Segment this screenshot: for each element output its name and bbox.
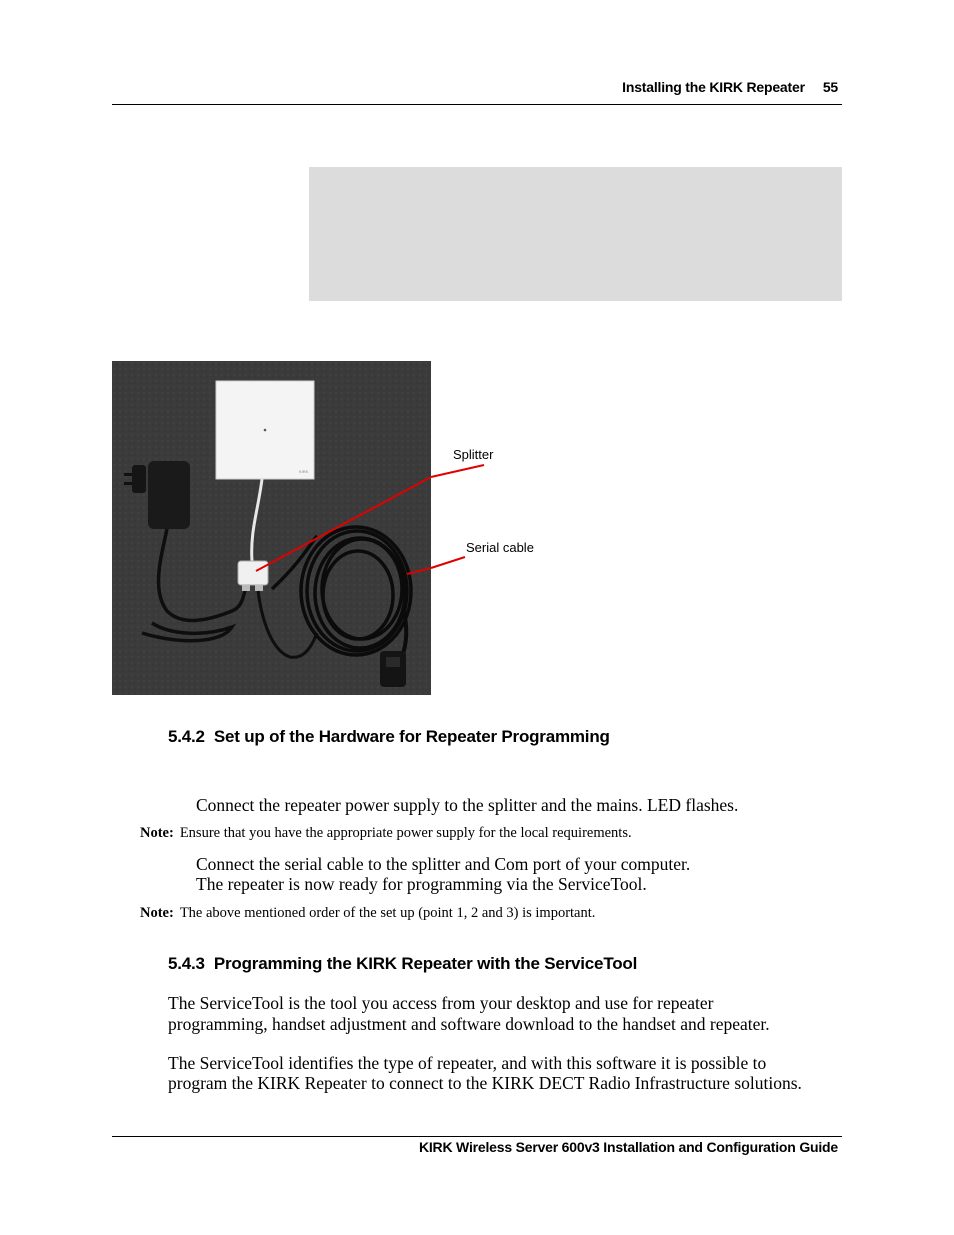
hardware-illustration [112,361,431,695]
para-2-line-2: program the KIRK Repeater to connect to the KIRK DECT Radio Infrastructure solutions. [168,1073,802,1093]
repeater-unit [216,381,314,479]
para-1-line-2: programming, handset adjustment and software download to the handset and repeater. [168,1014,770,1034]
note-text: Ensure that you have the appropriate power supply for the local requirements. [179,825,632,841]
hardware-photo [112,361,431,695]
callout-serial-cable: Serial cable [466,540,534,555]
step-2-line-2: The repeater is now ready for programming via the ServiceTool. [196,874,647,894]
header-rule [112,104,842,105]
footer-doc-title: KIRK Wireless Server 600v3 Installation and Configuration Guide [418,1139,838,1155]
header-page-number: 55 [822,79,838,95]
header-section-title: Installing the KIRK Repeater [622,79,805,95]
note-text: The above mentioned order of the set up (point 1, 2 and 3) is important. [179,905,596,921]
section-heading-5-4-3 [168,954,637,974]
note-label: Note: [140,905,174,921]
section-title: Set up of the Hardware for Repeater Programming [213,727,610,746]
device-brand-mark: KIRK [299,469,309,474]
section-number: 5.4.2 [168,727,205,746]
note-label: Note: [140,825,174,841]
callout-splitter: Splitter [453,447,494,462]
running-header [622,79,838,99]
note-2 [140,905,595,922]
note-1 [140,825,632,842]
step-2-line-1: Connect the serial cable to the splitter and Com port of your computer. [196,854,691,874]
footer-rule [112,1136,842,1137]
section-heading-5-4-2 [168,727,610,747]
para-2-line-1: The ServiceTool identifies the type of repeater, and with this software it is possible to [168,1053,767,1073]
section-title: Programming the KIRK Repeater with the ServiceTool [213,954,638,973]
section-number: 5.4.3 [168,954,205,973]
gray-placeholder-box [309,167,842,301]
step-1-text: Connect the repeater power supply to the splitter and the mains. LED flashes. [196,795,739,815]
para-1-line-1: The ServiceTool is the tool you access from your desktop and use for repeater [168,993,714,1013]
